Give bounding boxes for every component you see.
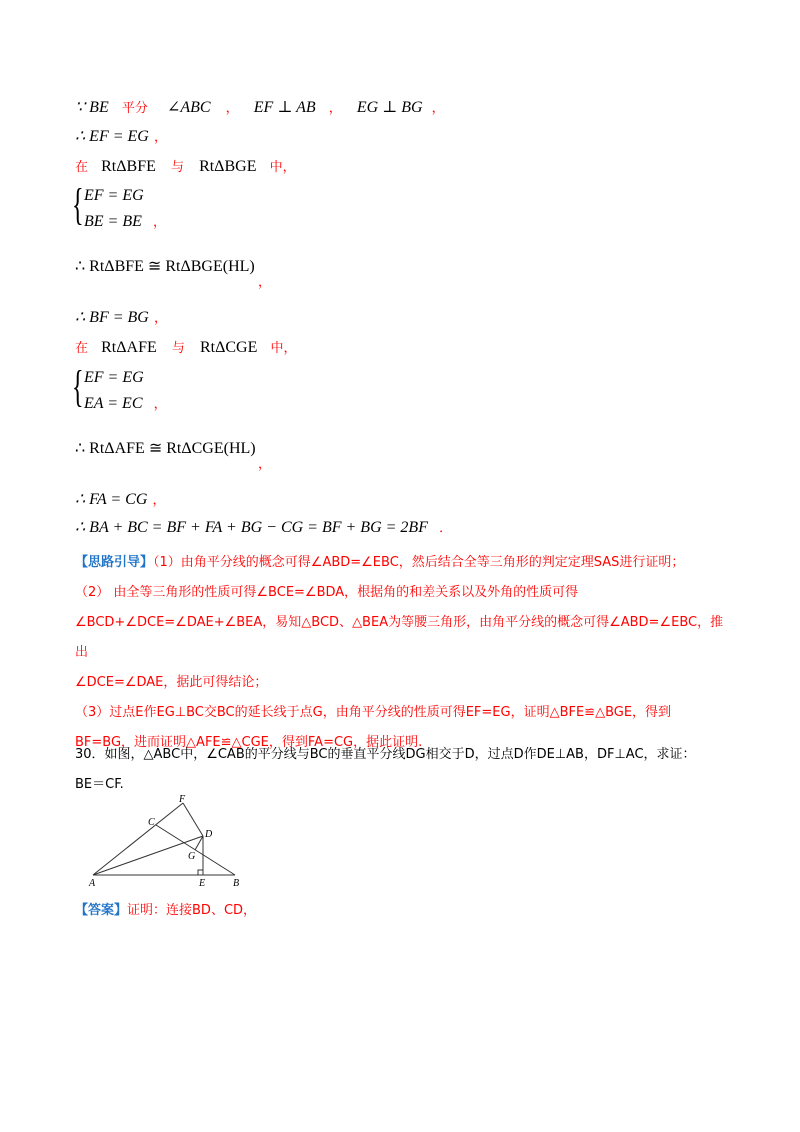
label-g: G xyxy=(188,851,196,862)
word-in: 在 xyxy=(75,341,89,356)
geometry-figure xyxy=(85,795,255,890)
right-angle-mark xyxy=(198,870,203,875)
congruent-afe-cge: ∴ RtΔAFE ≅ RtΔCGE(HL) xyxy=(75,440,256,457)
eq-ea-ec: EA = EC xyxy=(84,395,143,412)
bf-eq-bg: ∴ BF = BG xyxy=(75,309,149,326)
given-be: ∵ BE xyxy=(75,99,109,116)
congruent-bfe-bge: ∴ RtΔBFE ≅ RtΔBGE(HL) xyxy=(75,258,255,275)
word-and: 与 xyxy=(170,160,184,175)
comma-after-l4 xyxy=(258,270,271,294)
comma-after-l7 xyxy=(258,452,271,476)
comma: ， xyxy=(153,130,167,145)
label-a: A xyxy=(89,878,96,889)
label-b: B xyxy=(233,878,240,889)
segment-af xyxy=(93,803,183,875)
comma: ， xyxy=(258,275,272,290)
hint-label: 【思路引导】 xyxy=(75,555,154,570)
proof-line-2 xyxy=(75,125,167,149)
system-1-row-2 xyxy=(84,210,166,234)
comma: ， xyxy=(328,101,342,116)
system-brace: { xyxy=(72,362,84,411)
ef-perp-ab: EF ⊥ AB xyxy=(253,99,316,116)
label-f: F xyxy=(179,795,186,805)
comma: ， xyxy=(152,215,166,230)
word-among: 中， xyxy=(270,341,297,356)
proof-line-4 xyxy=(75,255,255,278)
triangle-cge: RtΔCGE xyxy=(199,339,258,356)
answer-label: 【答案】 xyxy=(75,903,128,918)
system-1-row-1 xyxy=(84,184,144,207)
word-in: 在 xyxy=(75,160,89,175)
period: ． xyxy=(439,521,453,536)
eg-perp-bg: EG ⊥ BG xyxy=(356,99,423,116)
hint-line-6: BF=BG，进而证明△AFE≌△CGE，得到FA=CG，据此证明. xyxy=(75,735,423,750)
comma: ， xyxy=(225,101,239,116)
proof-line-1 xyxy=(75,96,445,120)
hint-line-3: ∠BCD+∠DCE=∠DAE+∠BEA，易知△BCD、△BEA为等腰三角形，由角平分线的概念可得∠ABD=∠EBC，推出 xyxy=(75,615,724,660)
hint-line-5: （3）过点E作EG⊥BC交BC的延长线于点G，由角平分线的性质可得EF=EG，证明△BFE≌△BGE，得到 xyxy=(75,705,672,720)
comma: ， xyxy=(152,493,166,508)
comma: ， xyxy=(258,457,272,472)
proof-line-6 xyxy=(75,336,296,360)
label-c: C xyxy=(148,817,155,828)
ef-eq-eg: ∴ EF = EG xyxy=(75,128,149,145)
proof-line-3 xyxy=(75,155,296,179)
question-30-line-2: BE＝CF. xyxy=(75,777,124,792)
comma: ， xyxy=(153,311,167,326)
hint-line-2: （2） 由全等三角形的性质可得∠BCE=∠BDA，根据角的和差关系以及外角的性质可得 xyxy=(75,585,579,600)
segment-fd xyxy=(183,803,203,836)
word-bisects: 平分 xyxy=(121,101,148,116)
word-and: 与 xyxy=(171,341,185,356)
segment-ad xyxy=(93,836,203,875)
system-2-row-2 xyxy=(84,392,167,416)
proof-line-7 xyxy=(75,437,256,460)
label-e: E xyxy=(199,878,206,889)
hint-line-1 xyxy=(75,548,735,578)
triangle-bge: RtΔBGE xyxy=(199,158,257,175)
system-brace: { xyxy=(72,180,84,229)
eq-be-be: BE = BE xyxy=(84,213,142,230)
answer-line xyxy=(75,896,256,924)
eq-ef-eg: EF = EG xyxy=(84,187,144,204)
hint-paragraph xyxy=(75,548,735,758)
system-2-row-1 xyxy=(84,366,144,389)
answer-text: 证明：连接BD、CD， xyxy=(127,903,257,918)
proof-line-8 xyxy=(75,488,166,512)
fa-eq-cg: ∴ FA = CG xyxy=(75,491,148,508)
comma: ， xyxy=(431,101,445,116)
final-equation: ∴ BA + BC = BF + FA + BG − CG = BF + BG = 2BF xyxy=(75,519,428,536)
angle-abc: ∠ABC xyxy=(166,99,211,116)
proof-line-9 xyxy=(75,516,452,540)
label-d: D xyxy=(205,829,213,840)
hint-part-1: （1）由角平分线的概念可得∠ABD=∠EBC，然后结合全等三角形的判定定理SAS进行证明； xyxy=(153,555,685,570)
hint-line-4: ∠DCE=∠DAE，据此可得结论； xyxy=(75,675,268,690)
word-among: 中， xyxy=(269,160,296,175)
question-30-line-1: 30．如图，△ABC中，∠CAB的平分线与BC的垂直平分线DG相交于D，过点D作DE⊥AB，DF⊥AC，求证： xyxy=(75,747,696,762)
eq-ef-eg: EF = EG xyxy=(84,369,144,386)
triangle-bfe: RtΔBFE xyxy=(101,158,156,175)
proof-line-5 xyxy=(75,306,167,330)
triangle-afe: RtΔAFE xyxy=(101,339,157,356)
comma: ， xyxy=(153,397,167,412)
